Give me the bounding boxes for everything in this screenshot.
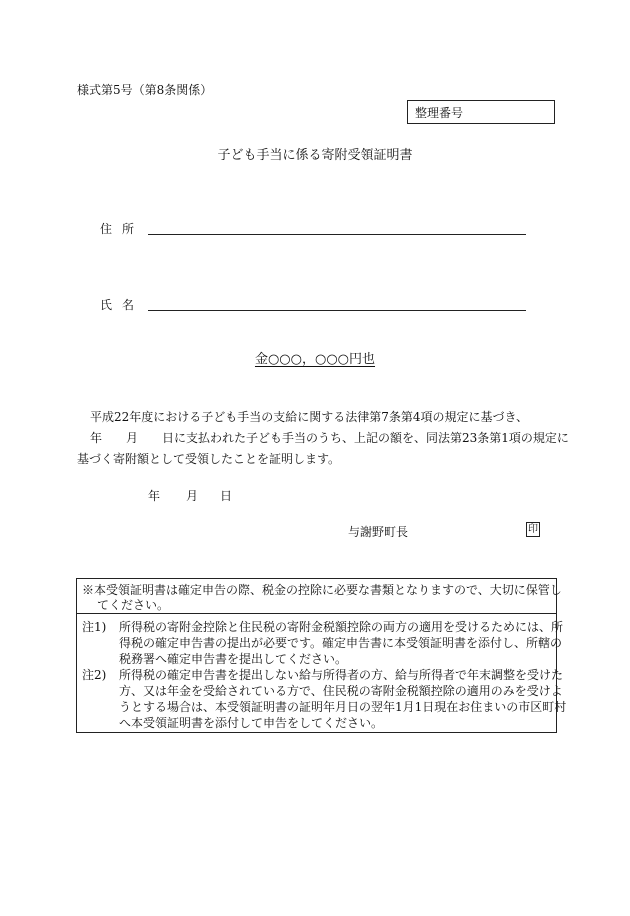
name-field-line[interactable] [148, 310, 526, 311]
seal-mark: 印 [528, 524, 538, 535]
certification-day-label: 日 [220, 489, 233, 503]
note-1-line-3: 税務署へ確定申告書を提出してください。 [119, 652, 348, 666]
note-2-line-1: 所得税の確定申告書を提出しない給与所得者の方、給与所得者で年末調整を受けた [119, 668, 564, 682]
note-2-label: 注2) [82, 668, 107, 682]
warning-line-2: てください。 [97, 598, 170, 612]
note-2-line-4: へ本受領証明書を添付して申告をしてください。 [119, 716, 384, 730]
note-1-line-1: 所得税の寄附金控除と住民税の寄附金税額控除の両方の適用を受けるためには、所 [119, 620, 564, 634]
warning-line-1: ※本受領証明書は確定申告の際、税金の控除に必要な書類となりますので、大切に保管し [82, 583, 562, 597]
document-title: 子ども手当に係る寄附受領証明書 [217, 148, 413, 163]
reference-number-box[interactable] [407, 100, 555, 124]
note-1-label: 注1) [82, 620, 107, 634]
address-label: 住所 [100, 222, 145, 236]
name-label: 氏名 [100, 298, 145, 312]
notes-box [76, 578, 567, 733]
reference-number-label: 整理番号 [415, 106, 464, 120]
certification-year-label: 年 [148, 489, 161, 503]
certification-text-line-2: 年 月 日に支払われた子ども手当のうち、上記の額を、同法第23条第1項の規定に [90, 431, 569, 445]
address-field-line[interactable] [148, 234, 526, 235]
note-2-line-2: 方、又は年金を受給されている方で、住民税の寄附金税額控除の適用のみを受けよ [119, 684, 563, 698]
donation-amount-row [0, 352, 630, 368]
form-number: 様式第5号（第8条関係） [77, 83, 213, 97]
note-1-line-2: 得税の確定申告書の提出が必要です。確定申告書に本受領証明書を添付し、所轄の [119, 636, 563, 650]
certification-text-line-1: 平成22年度における子ども手当の支給に関する法律第7条第4項の規定に基づき、 [90, 410, 529, 424]
notes-divider [77, 613, 556, 614]
donation-amount: 金○○○，○○○円也 [254, 352, 376, 367]
certification-text-line-3: 基づく寄附額として受領したことを証明します。 [77, 452, 341, 466]
note-2-line-3: うとする場合は、本受領証明書の証明年月日の翌年1月1日現在お住まいの市区町村 [119, 700, 567, 714]
certification-month-label: 月 [186, 489, 199, 503]
issuer-title: 与謝野町長 [348, 525, 409, 539]
